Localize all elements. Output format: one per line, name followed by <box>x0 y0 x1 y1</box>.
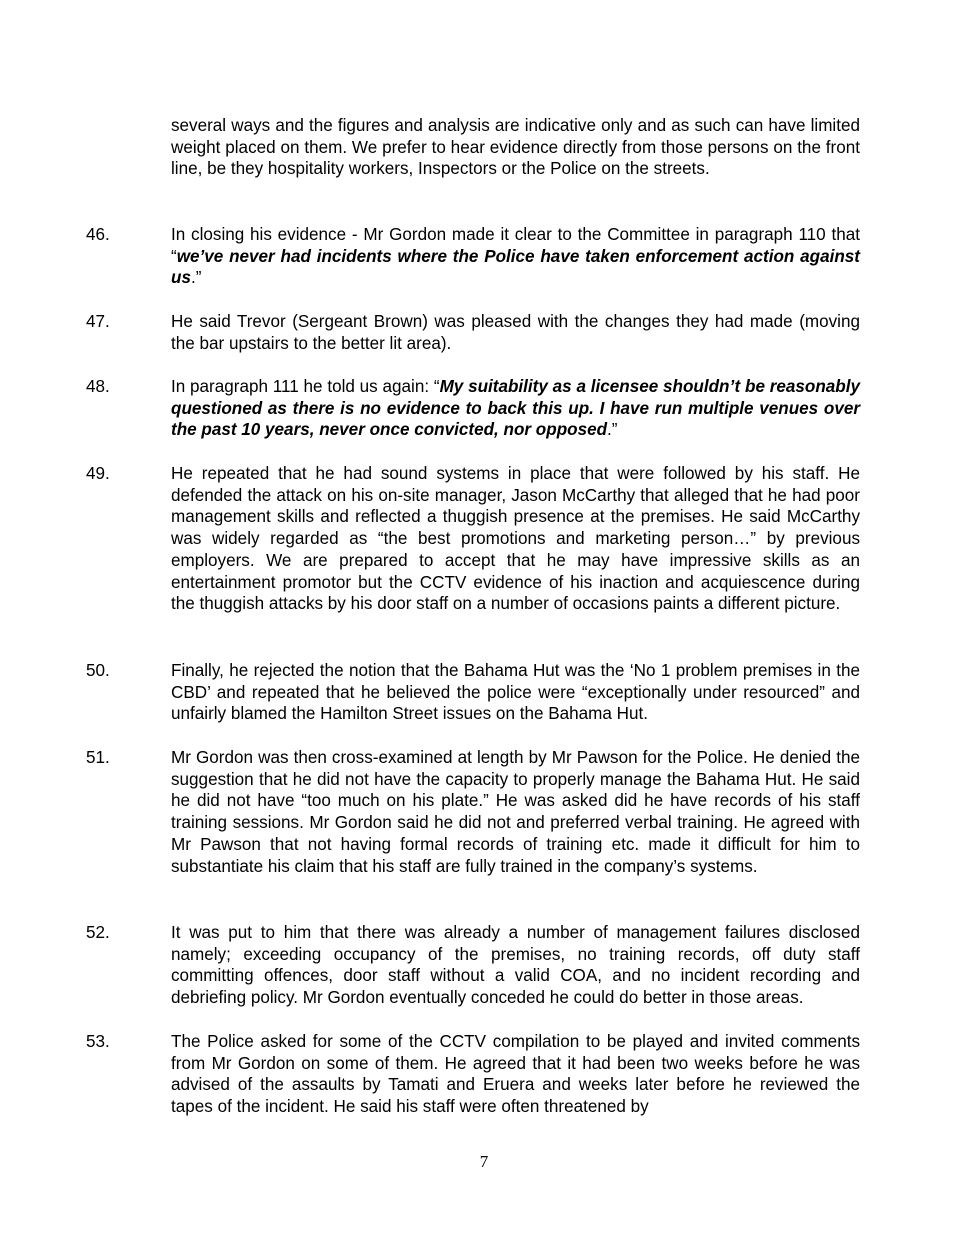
quoted-emphasis: My suitability as a licensee shouldn’t be reasonably questioned as there is no evidence to back this up. I have run multiple venues over the past 10 years, never once convicted, nor opposed <box>171 377 860 440</box>
quoted-emphasis: we’ve never had incidents where the Police have taken enforcement action against us <box>171 246 860 288</box>
paragraph-body: The Police asked for some of the CCTV compilation to be played and invited comments from Mr Gordon on some of them. He agreed that it had been two weeks before he was advised of the assaults by Tamati and Eruera and weeks later before he reviewed the tapes of the incident. He said his staff were often threatened by <box>171 1032 860 1117</box>
paragraph-text: In paragraph 111 he told us again: “ <box>171 377 440 396</box>
paragraph-body: Finally, he rejected the notion that the Bahama Hut was the ‘No 1 problem premises in the CBD’ and repeated that he believed the police were “exceptionally under resourced” and unfairly blamed the Hamilton Street issues on the Bahama Hut. <box>171 661 860 724</box>
paragraph-number: 51. <box>86 748 110 767</box>
paragraph-body: It was put to him that there was already a number of management failures disclosed namely; exceeding occupancy of the premises, no training records, off duty staff committing offences, door staff without a valid COA, and no incident recording and debriefing policy. Mr Gordon eventually conceded he could do better in those areas. <box>171 923 860 1008</box>
paragraph-number: 46. <box>86 225 110 244</box>
paragraph-body: Mr Gordon was then cross-examined at length by Mr Pawson for the Police. He denied the suggestion that he did not have the capacity to properly manage the Bahama Hut. He said he did not have “too much on his plate.” He was asked did he have records of his staff training sessions. Mr Gordon said he did not and preferred verbal training. He agreed with Mr Pawson that not having formal records of training etc. made it difficult for him to substantiate his claim that his staff are fully trained in the company’s systems. <box>171 748 860 876</box>
paragraph-text: In closing his evidence - Mr Gordon made it clear to the Committee in paragraph 110 that “ <box>171 225 860 266</box>
paragraph-body <box>171 224 860 289</box>
paragraph-body <box>171 376 860 441</box>
paragraph-body: He said Trevor (Sergeant Brown) was pleased with the changes they had made (moving the bar upstairs to the better lit area). <box>171 312 860 353</box>
paragraph-body: He repeated that he had sound systems in place that were followed by his staff. He defended the attack on his on-site manager, Jason McCarthy that alleged that he had poor management skills and reflected a thuggish presence at the premises. He said McCarthy was widely regarded as “the best promotions and marketing person…” by previous employers. We are prepared to accept that he may have impressive skills as an entertainment promotor but the CCTV evidence of his inaction and acquiescence during the thuggish attacks by his door staff on a number of occasions paints a different picture. <box>171 464 860 614</box>
paragraph-number: 47. <box>86 312 110 331</box>
paragraph-text-end: .” <box>190 268 202 288</box>
paragraph-number: 48. <box>86 377 110 396</box>
paragraph-number: 53. <box>86 1032 110 1051</box>
paragraph-number: 50. <box>86 661 110 680</box>
paragraph-text-end: .” <box>607 420 618 440</box>
continuation-paragraph: several ways and the figures and analysis are indicative only and as such can have limited weight placed on them. We prefer to hear evidence directly from those persons on the front line, be they hospitality workers, Inspectors or the Police on the streets. <box>171 116 860 179</box>
page-number: 7 <box>479 1152 489 1171</box>
paragraph-number: 49. <box>86 464 110 483</box>
paragraph-number: 52. <box>86 923 110 942</box>
